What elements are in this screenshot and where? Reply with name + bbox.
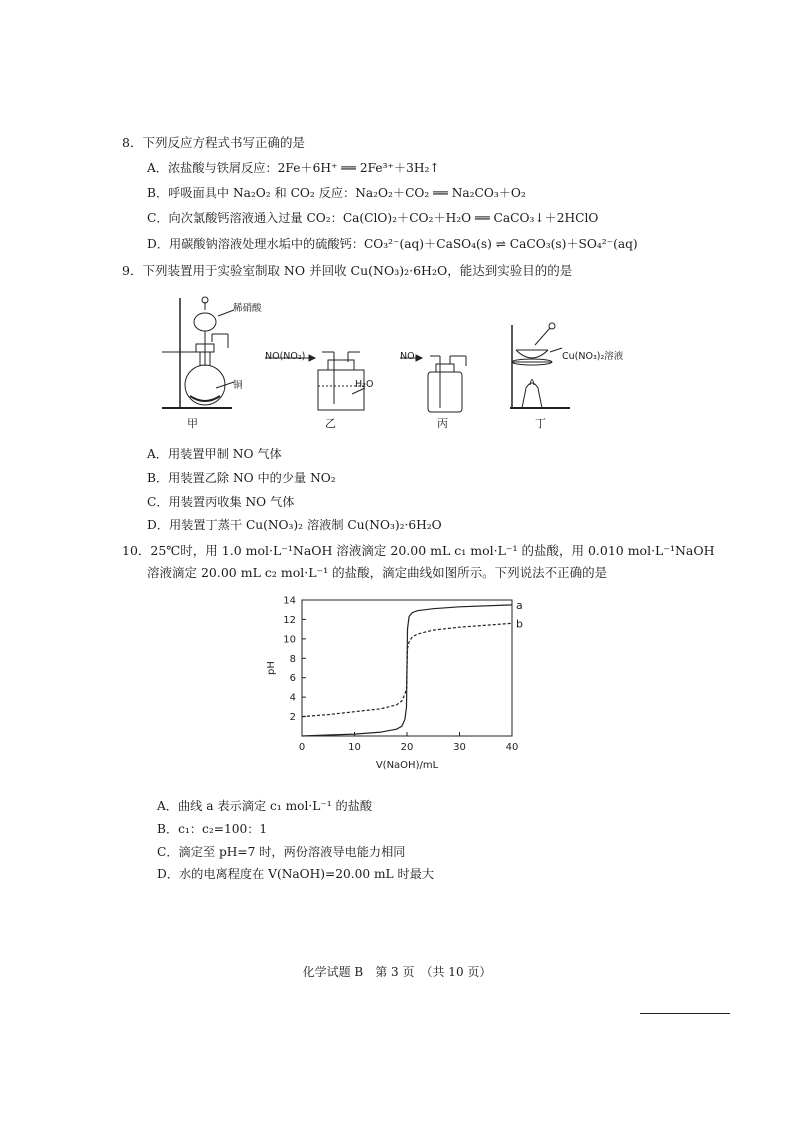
x-tick-label-3: 30 [453,742,466,753]
y-tick-label-1: 4 [289,692,296,704]
q9-option-c: C．用装置丙收集 NO 气体 [147,495,295,509]
q9-option-d: D．用装置丁蒸干 Cu(NO₃)₂ 溶液制 Cu(NO₃)₂·6H₂O [147,518,442,532]
apparatus-ding [510,323,570,408]
q10-stem-line1: 10．25℃时，用 1.0 mol·L⁻¹NaOH 溶液滴定 20.00 mL c₁ mol·L⁻¹ 的盐酸，用 0.010 mol·L⁻¹NaOH [122,543,715,558]
label-no: NO [400,351,415,362]
x-tick-label-0: 0 [298,742,306,753]
label-cu-nitrate-solution: Cu(NO₃)₂溶液 [562,351,624,362]
y-tick-label-5: 12 [283,614,296,626]
x-tick-label-2: 20 [400,742,414,753]
y-tick-label-6: 14 [283,595,296,607]
apparatus-bing [400,355,466,412]
q10-option-b: B．c₁：c₂=100：1 [157,822,268,836]
titration-chart [260,588,550,773]
x-tick-label-1: 10 [348,742,361,753]
y-tick-label-2: 6 [289,673,296,685]
x-axis-label: V(NaOH)/mL [375,760,439,771]
q8-option-b: B．呼吸面具中 Na₂O₂ 和 CO₂ 反应：Na₂O₂＋CO₂ ══ Na₂CO₃＋O₂ [147,186,526,200]
series-a-label: a [516,598,523,612]
q10-option-d: D．水的电离程度在 V(NaOH)=20.00 mL 时最大 [157,867,435,881]
y-axis-label: pH [266,661,277,675]
apparatus-jia [162,297,234,408]
page-footer: 化学试题 B 第 3 页 （共 10 页） [302,965,492,979]
footer-rule [640,1013,730,1014]
series-b-label: b [516,617,523,631]
label-no-no2: NO(NO₂) [265,351,306,362]
q10-option-a: A．曲线 a 表示滴定 c₁ mol·L⁻¹ 的盐酸 [157,799,373,813]
q8-option-c: C．向次氯酸钙溶液通入过量 CO₂：Ca(ClO)₂＋CO₂＋H₂O ══ CaCO₃↓＋2HClO [147,211,599,225]
q8-option-d: D．用碳酸钠溶液处理水垢中的硫酸钙：CO₃²⁻(aq)＋CaSO₄(s) ⇌ CaCO₃(s)＋SO₄²⁻(aq) [147,237,638,251]
q9-option-b: B．用装置乙除 NO 中的少量 NO₂ [147,471,336,485]
caption-yi: 乙 [325,417,336,430]
q9-stem: 9．下列装置用于实验室制取 NO 并回收 Cu(NO₃)₂·6H₂O，能达到实验目的的是 [122,263,573,278]
q8-stem: 8．下列反应方程式书写正确的是 [122,135,305,150]
x-tick-label-4: 40 [505,742,519,753]
caption-ding: 丁 [535,417,546,430]
q10-option-c: C．滴定至 pH=7 时，两份溶液导电能力相同 [157,845,406,859]
label-copper: 铜 [233,380,243,391]
q10-stem-line2: 溶液滴定 20.00 mL c₂ mol·L⁻¹ 的盐酸，滴定曲线如图所示。下列说法不正确的是 [147,565,608,580]
y-tick-label-4: 10 [283,634,296,646]
series-a-line [302,605,512,736]
y-tick-label-0: 2 [289,712,296,724]
label-dilute-nitric-acid: 稀硝酸 [233,303,262,314]
label-water: H₂O [355,379,374,390]
q8-option-a: A．浓盐酸与铁屑反应：2Fe＋6H⁺ ══ 2Fe³⁺＋3H₂↑ [147,161,440,175]
caption-bing: 丙 [437,417,448,430]
q9-option-a: A．用装置甲制 NO 气体 [147,447,282,461]
apparatus-figure [150,290,600,435]
caption-jia: 甲 [187,417,198,430]
y-tick-label-3: 8 [289,653,296,665]
